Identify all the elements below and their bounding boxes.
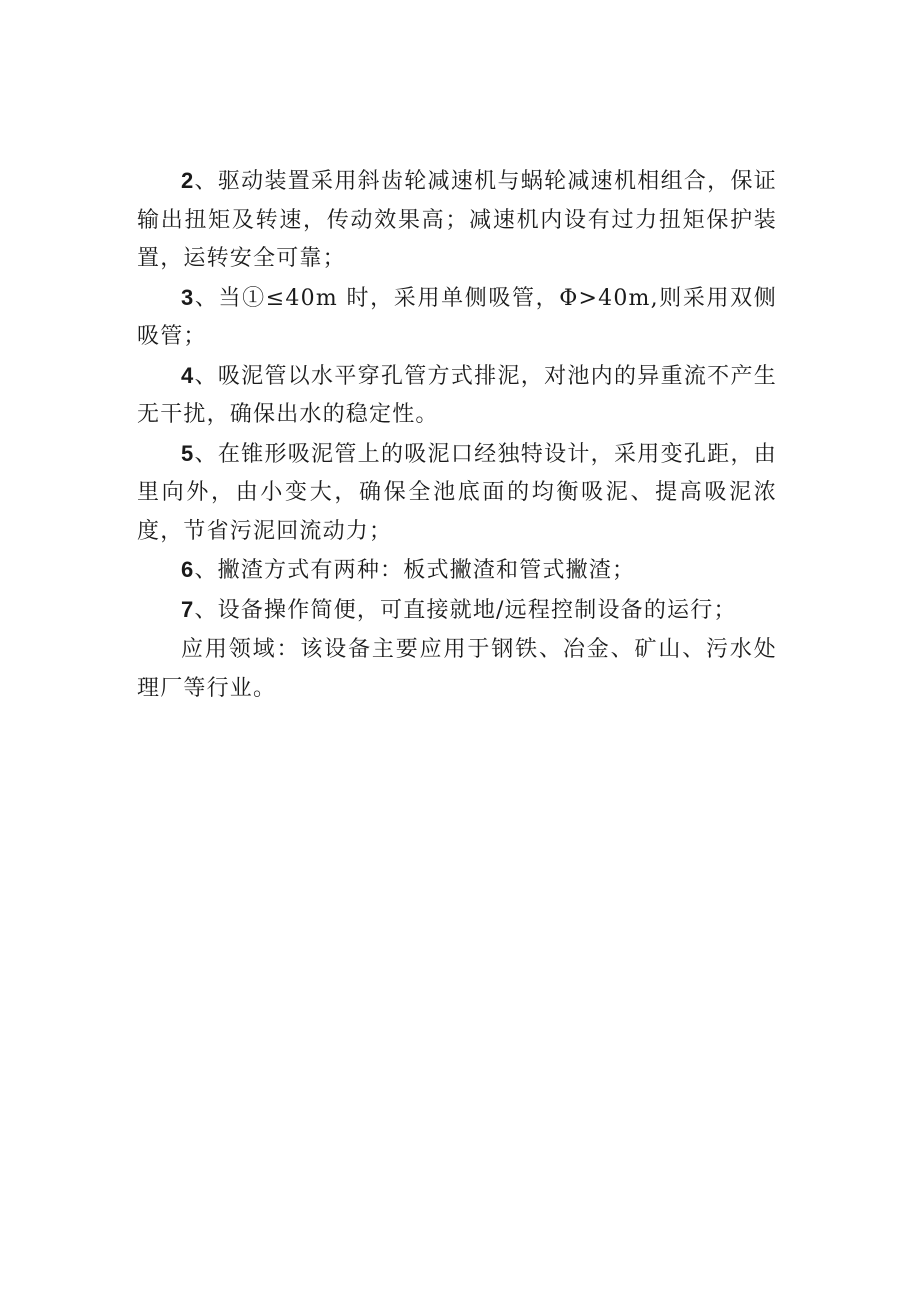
document-body [137, 162, 777, 708]
paragraph-number: 6 [181, 557, 195, 582]
paragraph-item-5 [137, 435, 777, 552]
paragraph-item-2 [137, 162, 777, 279]
paragraph-text: 、设备操作简便，可直接就地/远程控制设备的运行； [194, 597, 737, 623]
paragraph-number: 3 [181, 284, 195, 310]
paragraph-number: 2 [181, 168, 195, 193]
paragraph-number: 4 [181, 362, 195, 388]
paragraph-text: 、当①≤40m 时，采用单侧吸管，Φ>40m,则采用双侧吸管； [137, 285, 777, 349]
paragraph-number: 7 [181, 596, 195, 622]
paragraph-application-field [137, 630, 777, 708]
paragraph-text: 、撇渣方式有两种：板式撇渣和管式撇渣； [194, 558, 636, 583]
paragraph-item-7 [137, 591, 777, 631]
paragraph-item-3 [137, 279, 777, 357]
paragraph-item-4 [137, 357, 777, 435]
paragraph-number: 5 [181, 440, 195, 466]
paragraph-text: 、吸泥管以水平穿孔管方式排泥，对池内的异重流不产生无干扰，确保出水的稳定性。 [137, 363, 777, 427]
paragraph-item-6 [137, 551, 777, 591]
paragraph-text: 、驱动装置采用斜齿轮减速机与蜗轮减速机相组合，保证输出扭矩及转速，传动效果高；减速机内设有过力扭矩保护装置，运转安全可靠； [137, 169, 777, 271]
paragraph-text: 、在锥形吸泥管上的吸泥口经独特设计，采用变孔距，由里向外，由小变大，确保全池底面的均衡吸泥、提高吸泥浓度，节省污泥回流动力； [137, 441, 777, 544]
paragraph-text: 应用领域：该设备主要应用于钢铁、冶金、矿山、污水处理厂等行业。 [137, 637, 777, 701]
